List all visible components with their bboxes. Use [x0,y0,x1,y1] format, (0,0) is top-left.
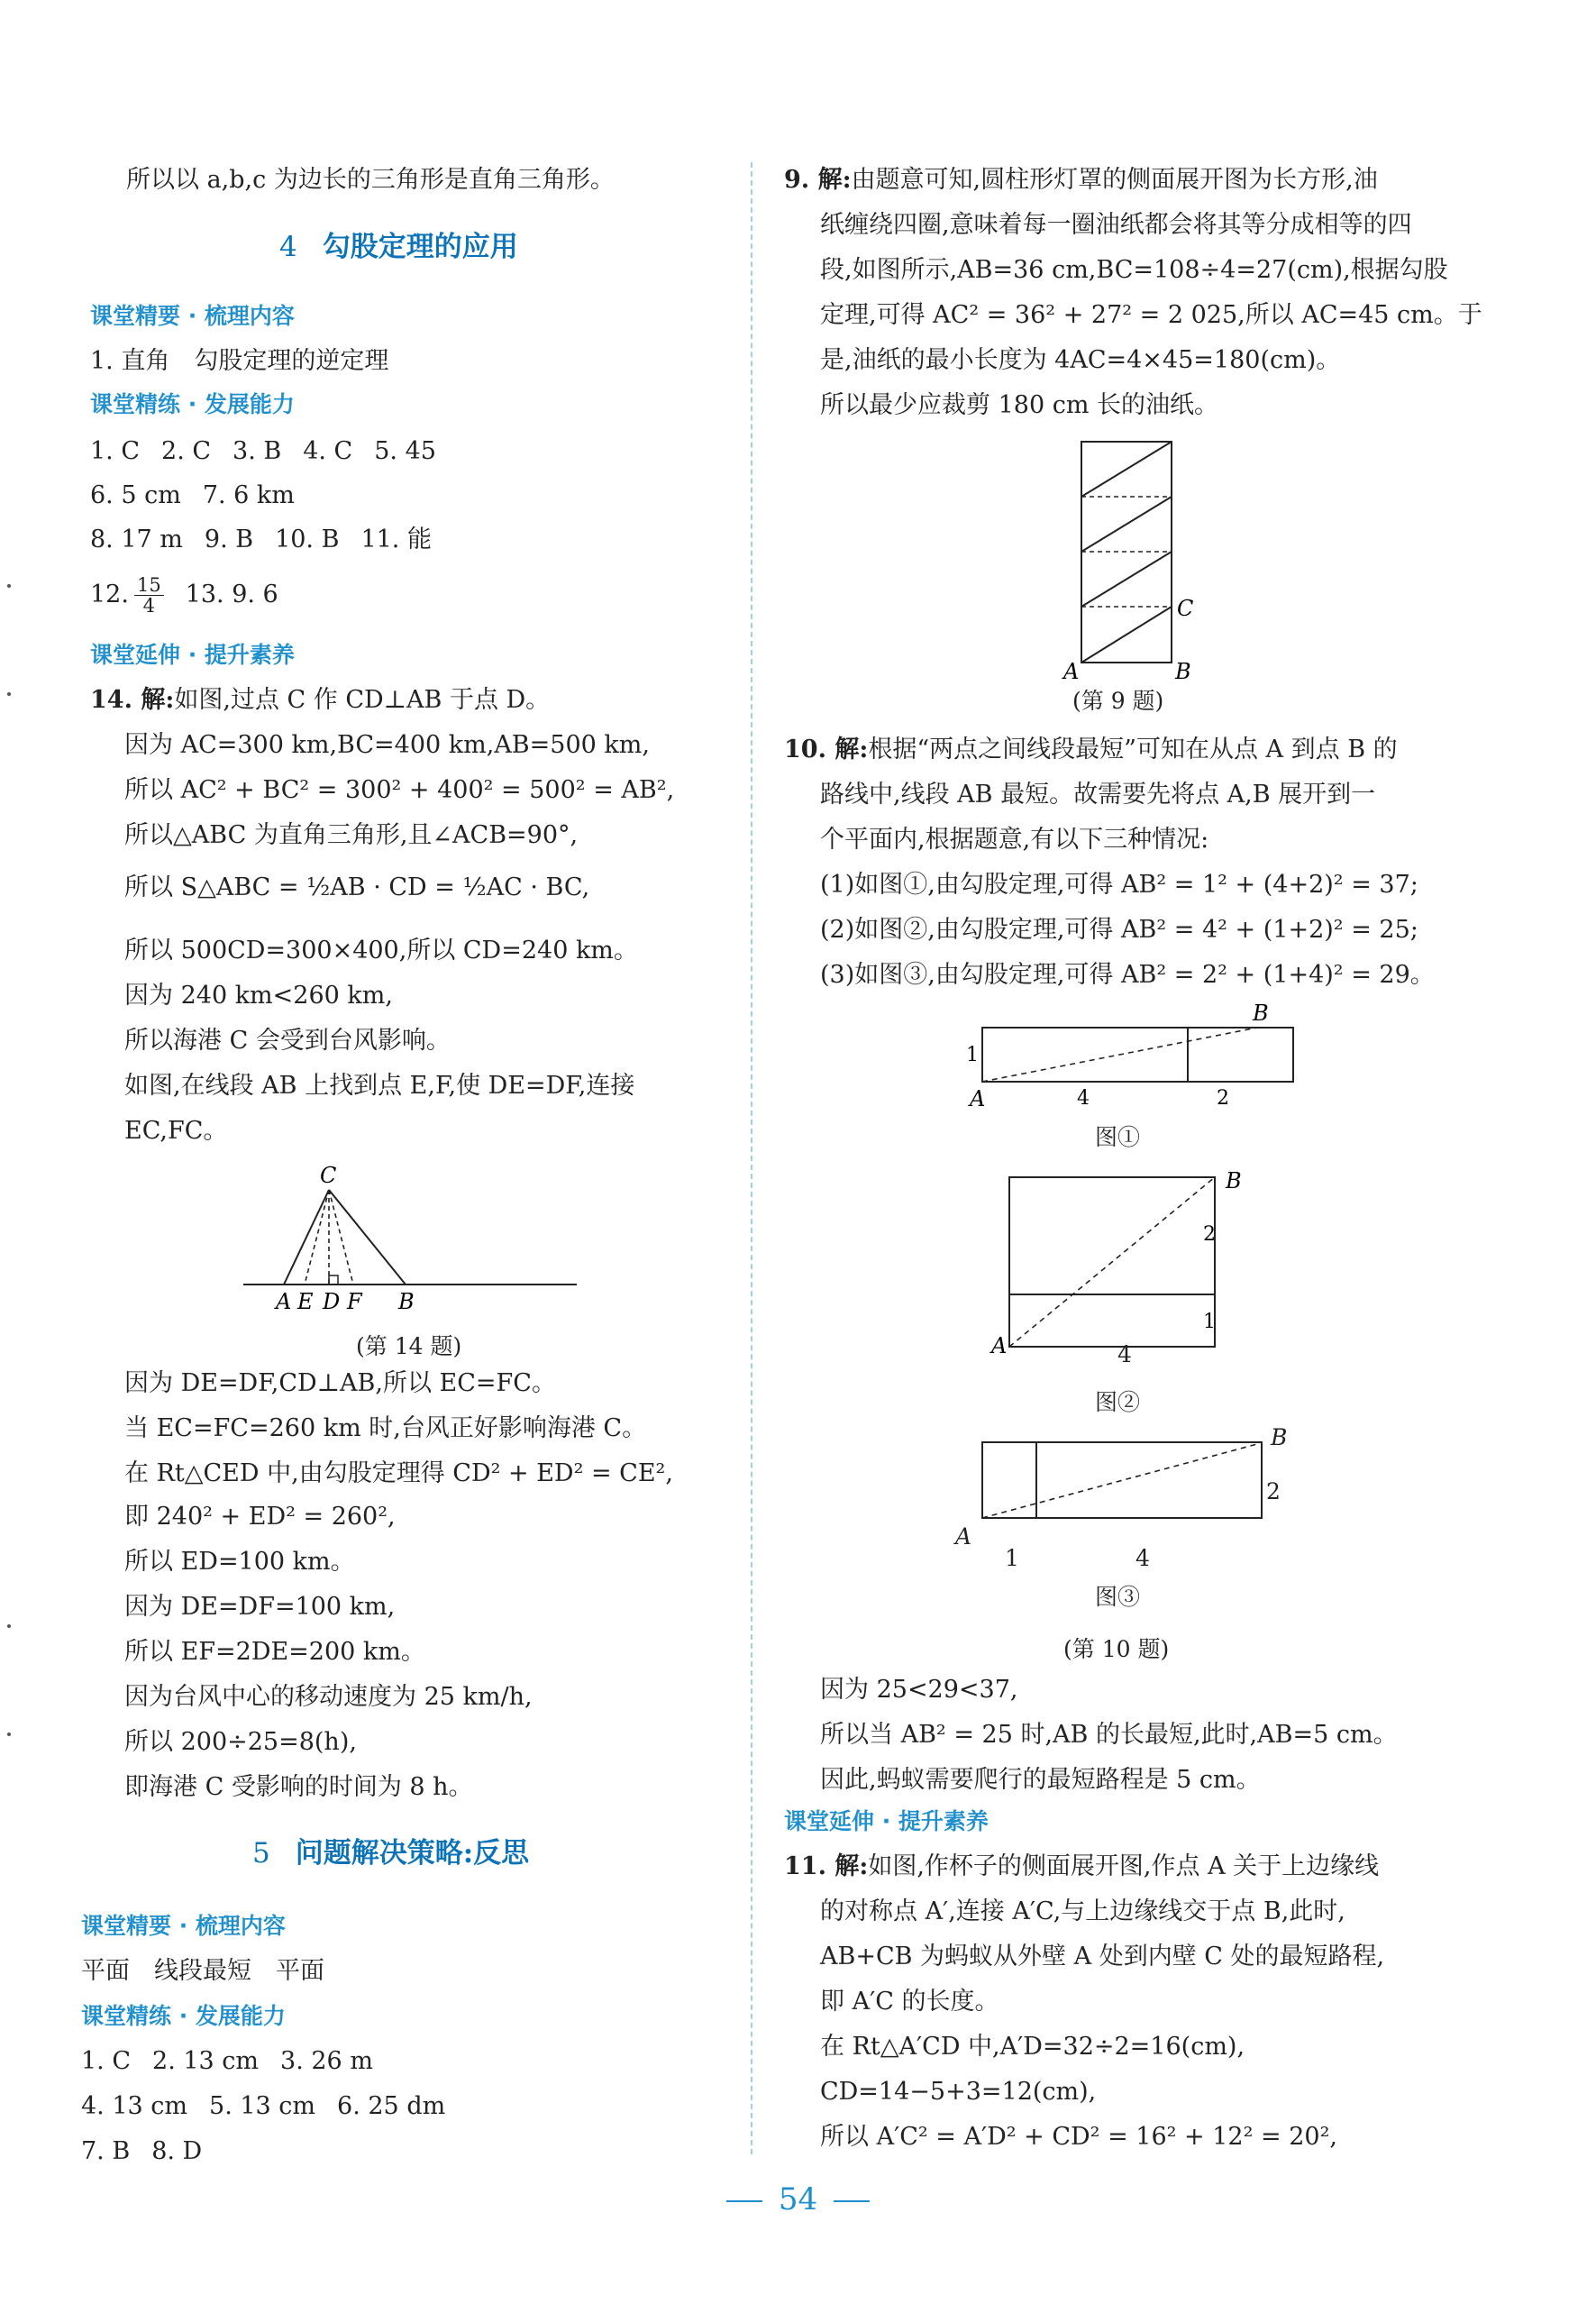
figure-10-3 [946,1424,1271,1541]
figure-caption: 图② [1095,1389,1141,1415]
answer-item: 11. 能 [360,526,432,553]
solution-line: 即 240² + ED² = 260², [124,1503,396,1531]
solution-line: AB+CB 为蚂蚁从外壁 A 处到内壁 C 处的最短路程, [820,1943,1385,1970]
answer-row [90,525,453,555]
solution-line: 是,油纸的最小长度为 4AC=4×45=180(cm)。 [820,346,1341,374]
answer-row [90,436,458,467]
solution-line: 路线中,线段 AB 最短。故需要先将点 A,B 展开到一 [820,781,1376,809]
solution-line: 因为 25<29<37, [820,1676,1018,1704]
subheading: 课堂延伸 · 提升素养 [90,642,295,668]
subheading: 课堂精要 · 梳理内容 [90,303,295,329]
answer-item: 7. 6 km [202,481,295,509]
section-5-title [252,1835,529,1871]
solution-line: (2)如图②,由勾股定理,可得 AB² = 4² + (1+2)² = 25; [820,916,1418,944]
margin-mark [7,1733,11,1736]
solution-line: 所以 200÷25=8(h), [124,1728,357,1756]
figure-caption: (第 10 题) [1063,1636,1170,1662]
margin-mark [7,584,11,588]
fraction [134,575,164,616]
solution-text: 如图,过点 C 作 CD⊥AB 于点 D。 [174,686,551,714]
solution-line: 所以 A′C² = A′D² + CD² = 16² + 12² = 20², [820,2123,1337,2151]
answer-row [81,2091,467,2122]
question-label: 10. 解: [784,736,869,763]
solution-text: 根据“两点之间线段最短”可知在从点 A 到点 B 的 [868,736,1398,763]
solution-line: 所以 500CD=300×400,所以 CD=240 km。 [124,937,638,965]
solution-line [90,685,550,716]
figure-caption: (第 14 题) [356,1333,462,1359]
answer-item: 6. 25 dm [337,2092,446,2120]
answer-item: 2. C [161,437,212,465]
solution-line: 所以最少应裁剪 180 cm 长的油纸。 [820,391,1219,419]
answer-line: 1. 直角 勾股定理的逆定理 [90,347,389,375]
solution-line: 如图,在线段 AB 上找到点 E,F,使 DE=DF,连接 [124,1072,635,1100]
fraction-denominator: 4 [142,595,155,617]
answer-item: 3. 26 m [280,2047,373,2075]
label-1: 1 [1203,1311,1216,1333]
label-F: F [347,1289,362,1314]
solution-line: 所以△ABC 为直角三角形,且∠ACB=90°, [124,821,579,849]
margin-mark [7,692,11,696]
solution-line: 所以 AC² + BC² = 300² + 400² = 500² = AB², [124,776,675,804]
question-label: 14. 解: [90,686,175,714]
solution-text: 如图,作杯子的侧面展开图,作点 A 关于上边缘线 [868,1852,1380,1880]
label-2: 2 [1203,1223,1216,1246]
question-label: 11. 解: [784,1852,869,1880]
subheading: 课堂精练 · 发展能力 [81,2003,286,2029]
solution-text: 由题意可知,圆柱形灯罩的侧面展开图为长方形,油 [851,166,1378,194]
answer-row [90,573,300,617]
solution-line: 纸缠绕四圈,意味着每一圈油纸都会将其等分成相等的四 [820,211,1412,239]
figure-caption: 图③ [1095,1584,1141,1610]
solution-line [784,165,1378,196]
section-title-text: 勾股定理的应用 [322,231,518,263]
figure-label: 1 [1005,1545,1019,1571]
figure-caption: 图① [1095,1124,1141,1150]
answer-item: 4. 13 cm [81,2092,188,2120]
label-1: 1 [966,1044,979,1066]
solution-line: CD=14−5+3=12(cm), [820,2078,1097,2106]
solution-line: 所以海港 C 会受到台风影响。 [124,1027,451,1055]
page-number-text: 54 [778,2181,818,2217]
solution-line: 即 A′C 的长度。 [820,1988,999,2016]
answer-item: 10. B [275,526,340,553]
answer-item: 1. C [90,437,141,465]
question-label: 9. 解: [784,166,852,194]
solution-line: 所以 EF=2DE=200 km。 [124,1638,425,1666]
subheading: 课堂延伸 · 提升素养 [784,1808,989,1834]
answer-item: 9. B [204,526,254,553]
label-2: 2 [1217,1087,1229,1110]
answer-item: 4. C [303,437,353,465]
answer-item: 8. D [151,2137,203,2165]
subheading: 课堂精要 · 梳理内容 [81,1913,286,1939]
section-4-title [279,229,518,265]
label-B: B [398,1289,415,1314]
solution-line [784,735,1398,765]
label-B: B [1175,659,1191,684]
figure-label: B [1271,1424,1288,1450]
solution-line: 因为台风中心的移动速度为 25 km/h, [124,1683,533,1711]
section-title-text: 问题解决策略:反思 [295,1837,530,1870]
page-number [0,2181,1596,2217]
answer-item: 13. 9. 6 [185,581,278,608]
solution-line: 定理,可得 AC² = 36² + 27² = 2 025,所以 AC=45 cm。于 [820,301,1482,329]
label-C: C [320,1163,337,1188]
figure-label: A [955,1523,972,1550]
answer-row [81,2136,223,2167]
solution-line: 个平面内,根据题意,有以下三种情况: [820,826,1209,854]
fraction-numerator: 15 [134,575,164,596]
solution-line: 即海港 C 受影响的时间为 8 h。 [124,1773,473,1801]
answer-item: 5. 45 [374,437,436,465]
column-divider [751,162,752,2154]
solution-line: 所以当 AB² = 25 时,AB 的长最短,此时,AB=5 cm。 [820,1721,1398,1749]
answer-row [81,2046,395,2077]
margin-mark [7,1624,11,1628]
figure-caption: (第 9 题) [1072,688,1164,714]
label-4: 4 [1077,1087,1090,1110]
figure-9 [1054,437,1217,684]
label-A: A [991,1333,1008,1358]
solution-line: (1)如图①,由勾股定理,可得 AB² = 1² + (4+2)² = 37; [820,871,1418,899]
solution-line: 的对称点 A′,连接 A′C,与上边缘线交于点 B,此时, [820,1897,1345,1925]
label-B: B [1226,1168,1242,1193]
label-A: A [1063,659,1080,684]
label-E: E [297,1289,314,1314]
answer-item: 3. B [233,437,282,465]
answer-item: 2. 13 cm [152,2047,260,2075]
solution-line: 因为 240 km<260 km, [124,982,393,1010]
page-number-dash [726,2200,762,2202]
solution-line: 在 Rt△A′CD 中,A′D=32÷2=16(cm), [820,2033,1245,2061]
answer-item: 6. 5 cm [90,481,181,509]
answer-item: 1. C [81,2047,132,2075]
figure-label: 2 [1266,1478,1281,1504]
answer-row [90,480,316,511]
section-number: 4 [279,231,297,263]
label-A: A [276,1289,292,1314]
solution-line: 所以 S△ABC = ½AB · CD = ½AC · BC, [124,873,590,901]
intro-text: 所以以 a,b,c 为边长的三角形是直角三角形。 [126,166,615,194]
page-number-dash [834,2200,870,2202]
label-B: B [1253,1001,1269,1026]
figure-label: 4 [1135,1545,1150,1571]
solution-line: 段,如图所示,AB=36 cm,BC=108÷4=27(cm),根据勾股 [820,256,1448,284]
figure-10-2 [973,1168,1242,1367]
subheading: 课堂精练 · 发展能力 [90,391,295,417]
label-C: C [1177,596,1194,621]
solution-line: (3)如图③,由勾股定理,可得 AB² = 2² + (1+4)² = 29。 [820,961,1435,989]
solution-line: 所以 ED=100 km。 [124,1548,355,1576]
figure-14 [243,1163,586,1316]
answer-item: 12. [90,581,129,608]
solution-line: EC,FC。 [124,1117,228,1145]
answer-line: 平面 线段最短 平面 [81,1957,324,1985]
solution-line: 在 Rt△CED 中,由勾股定理得 CD² + ED² = CE², [124,1459,673,1487]
answer-item: 5. 13 cm [209,2092,316,2120]
answer-item: 8. 17 m [90,526,183,553]
solution-line: 因为 AC=300 km,BC=400 km,AB=500 km, [124,731,650,759]
solution-line: 因此,蚂蚁需要爬行的最短路程是 5 cm。 [820,1766,1261,1794]
answer-item: 7. B [81,2137,131,2165]
dimension-label: 4 [1117,1341,1132,1367]
label-A: A [970,1086,986,1111]
section-number: 5 [252,1837,270,1870]
solution-line: 因为 DE=DF,CD⊥AB,所以 EC=FC。 [124,1369,556,1397]
solution-line: 因为 DE=DF=100 km, [124,1593,396,1621]
solution-line: 当 EC=FC=260 km 时,台风正好影响海港 C。 [124,1414,647,1442]
solution-line [784,1851,1379,1882]
figure-10-1 [946,1001,1271,1109]
label-D: D [323,1289,341,1314]
